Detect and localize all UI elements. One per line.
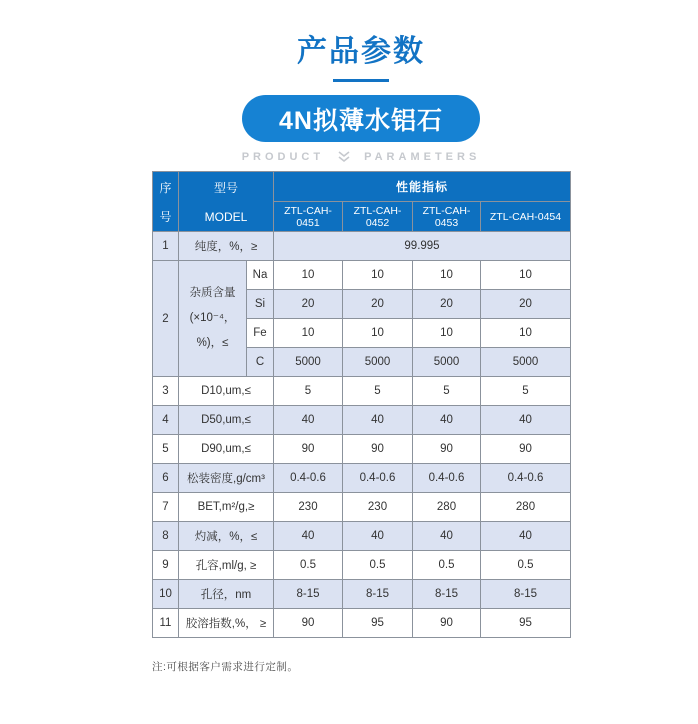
row-no: 10 — [153, 580, 179, 609]
cell-value: 95 — [343, 609, 413, 638]
model-number-header: ZTL-CAH-0451 — [274, 202, 343, 232]
footnote: 注:可根据客户需求进行定制。 — [152, 661, 299, 673]
cell-value: 40 — [343, 522, 413, 551]
index-header-line2: 号 — [159, 209, 172, 224]
cell-value: 5 — [481, 377, 571, 406]
cell-value: 10 — [413, 319, 481, 348]
model-number-header: ZTL-CAH-0454 — [481, 202, 571, 232]
cell-value: 95 — [481, 609, 571, 638]
cell-value: 90 — [343, 435, 413, 464]
cell-value: 90 — [274, 435, 343, 464]
element-symbol: Na — [247, 261, 274, 290]
product-name-badge — [242, 95, 480, 142]
cell-value: 20 — [481, 290, 571, 319]
header-row-1 — [153, 172, 571, 202]
model-header-cn: 型号 — [213, 181, 238, 196]
row-no: 9 — [153, 551, 179, 580]
cell-value: 8-15 — [343, 580, 413, 609]
cell-value: 0.4-0.6 — [481, 464, 571, 493]
table-row-loi — [153, 522, 571, 551]
cell-value: 5000 — [413, 348, 481, 377]
table-row-bet — [153, 493, 571, 522]
row-no: 1 — [153, 232, 179, 261]
subtitle-product: PRODUCT — [241, 151, 325, 163]
row-label: 灼减，%，≤ — [179, 522, 274, 551]
element-symbol: Fe — [247, 319, 274, 348]
cell-value: 5 — [343, 377, 413, 406]
cell-value: 10 — [413, 261, 481, 290]
cell-value: 8-15 — [413, 580, 481, 609]
cell-value: 90 — [481, 435, 571, 464]
cell-value: 90 — [413, 609, 481, 638]
table-row-purity — [153, 232, 571, 261]
cell-value: 0.5 — [343, 551, 413, 580]
table-row-peptization-index — [153, 609, 571, 638]
row-no: 7 — [153, 493, 179, 522]
col-header-index — [153, 172, 179, 232]
table-row-pore-volume — [153, 551, 571, 580]
cell-value: 10 — [343, 261, 413, 290]
row-label: 胶溶指数,%， ≥ — [179, 609, 274, 638]
cell-value: 40 — [413, 522, 481, 551]
cell-value: 0.5 — [481, 551, 571, 580]
cell-value: 90 — [274, 609, 343, 638]
model-header-en: MODEL — [204, 209, 248, 224]
page-content — [152, 26, 570, 674]
cell-value: 5 — [413, 377, 481, 406]
table-row-d50 — [153, 406, 571, 435]
row-label: 杂质含量 (×10⁻⁴，%)，≤ — [179, 261, 247, 377]
cell-value: 20 — [413, 290, 481, 319]
cell-value: 10 — [481, 319, 571, 348]
cell-value: 0.4-0.6 — [343, 464, 413, 493]
row-no: 2 — [153, 261, 179, 377]
cell-value: 5000 — [274, 348, 343, 377]
cell-value: 40 — [481, 406, 571, 435]
title-underline — [333, 79, 389, 82]
subtitle-parameters: PARAMETERS — [364, 151, 481, 163]
cell-value: 40 — [274, 406, 343, 435]
cell-value: 20 — [274, 290, 343, 319]
table-row-d90 — [153, 435, 571, 464]
cell-value: 0.5 — [413, 551, 481, 580]
model-number-header: ZTL-CAH-0452 — [343, 202, 413, 232]
row-label: D90,um,≤ — [179, 435, 274, 464]
element-symbol: C — [247, 348, 274, 377]
table-row-pore-diameter — [153, 580, 571, 609]
product-spec-table — [152, 171, 571, 638]
cell-value: 10 — [481, 261, 571, 290]
cell-value: 20 — [343, 290, 413, 319]
cell-value: 8-15 — [481, 580, 571, 609]
cell-value: 10 — [274, 319, 343, 348]
row-label: 纯度，%，≥ — [179, 232, 274, 261]
cell-value: 280 — [413, 493, 481, 522]
cell-value: 5000 — [343, 348, 413, 377]
row-no: 11 — [153, 609, 179, 638]
row-label: D50,um,≤ — [179, 406, 274, 435]
row-no: 4 — [153, 406, 179, 435]
cell-value: 230 — [274, 493, 343, 522]
row-label: D10,um,≤ — [179, 377, 274, 406]
chevron-down-icon — [337, 151, 351, 163]
model-number-header: ZTL-CAH-0453 — [413, 202, 481, 232]
subtitle-row — [152, 151, 570, 163]
row-no: 5 — [153, 435, 179, 464]
col-header-model — [179, 172, 274, 232]
row-value: 99.995 — [274, 232, 571, 261]
cell-value: 40 — [481, 522, 571, 551]
product-name: 4N拟薄水铝石 — [279, 106, 443, 135]
row-label: BET,m²/g,≥ — [179, 493, 274, 522]
row-no: 8 — [153, 522, 179, 551]
cell-value: 10 — [343, 319, 413, 348]
row-no: 6 — [153, 464, 179, 493]
cell-value: 0.4-0.6 — [413, 464, 481, 493]
table-row-impurity-na — [153, 261, 571, 290]
table-row-bulk-density — [153, 464, 571, 493]
cell-value: 90 — [413, 435, 481, 464]
col-header-performance: 性能指标 — [274, 172, 571, 202]
cell-value: 40 — [274, 522, 343, 551]
row-label: 松装密度,g/cm³ — [179, 464, 274, 493]
row-no: 3 — [153, 377, 179, 406]
cell-value: 10 — [274, 261, 343, 290]
cell-value: 40 — [413, 406, 481, 435]
page-title: 产品参数 — [297, 35, 425, 68]
index-header-line1: 序 — [159, 180, 172, 195]
element-symbol: Si — [247, 290, 274, 319]
table-row-d10 — [153, 377, 571, 406]
cell-value: 5000 — [481, 348, 571, 377]
row-label: 孔容,ml/g, ≥ — [179, 551, 274, 580]
cell-value: 0.5 — [274, 551, 343, 580]
cell-value: 0.4-0.6 — [274, 464, 343, 493]
cell-value: 5 — [274, 377, 343, 406]
cell-value: 280 — [481, 493, 571, 522]
row-label: 孔径，nm — [179, 580, 274, 609]
cell-value: 8-15 — [274, 580, 343, 609]
cell-value: 40 — [343, 406, 413, 435]
cell-value: 230 — [343, 493, 413, 522]
